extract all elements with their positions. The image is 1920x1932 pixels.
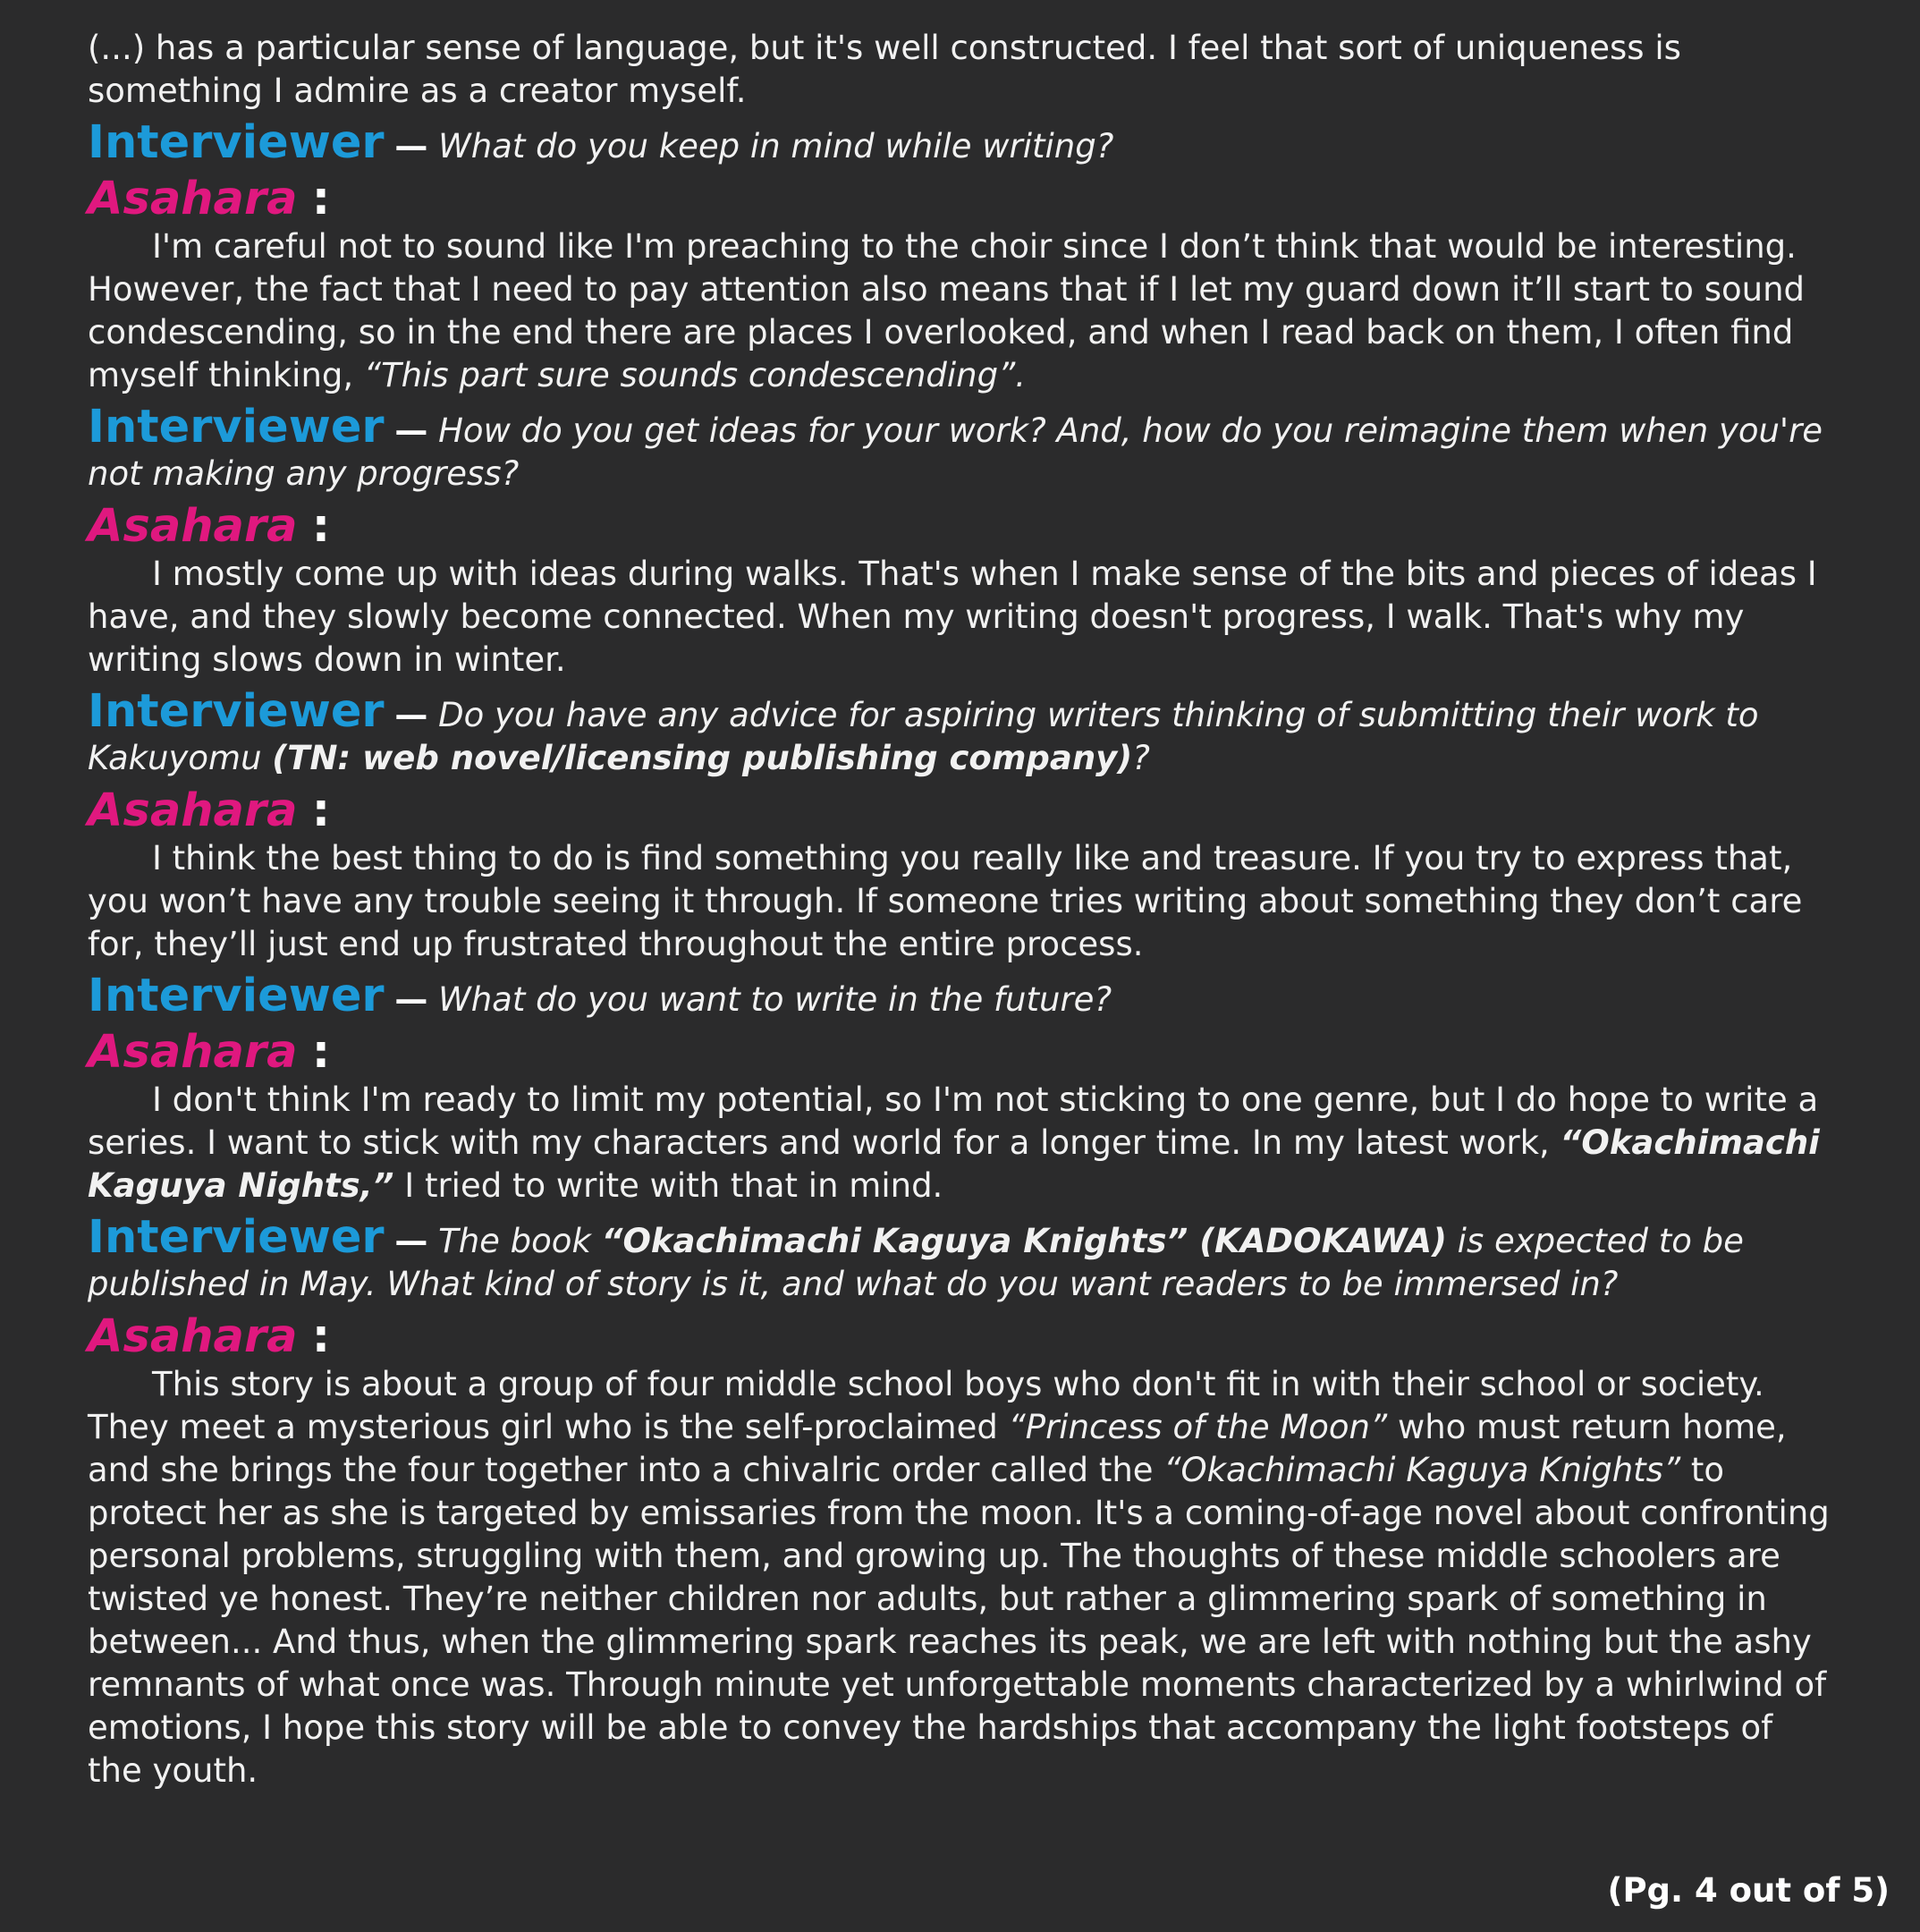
- question-text: Do you have any advice for aspiring writers thinking of submitting their work to Kakuyomu: [88, 696, 1759, 777]
- speaker-asahara: [88, 174, 1832, 225]
- question-text-end: ?: [1132, 739, 1150, 777]
- dash: —: [394, 980, 428, 1019]
- colon: :: [311, 500, 331, 553]
- colon: :: [311, 1026, 331, 1079]
- book-title: “Okachimachi Kaguya Nights,”: [88, 1123, 1820, 1205]
- asahara-label: Asahara: [88, 173, 298, 225]
- speaker-asahara: [88, 785, 1832, 837]
- answer-text: I don't think I'm ready to limit my potential, so I'm not sticking to one genre, but I do hope to write a series. I want to stick with my characters and world for a longer time. In my latest work,: [88, 1080, 1819, 1162]
- translator-note: (TN: web novel/licensing publishing company): [272, 739, 1133, 777]
- answer-3: I think the best thing to do is find something you really like and treasure. If you try to express that, you won’t have any trouble seeing it through. If someone tries writing about something they don’t care for, they’ll just end up frustrated throughout the entire process.: [88, 839, 1803, 963]
- answer-4: [88, 1079, 1832, 1208]
- question-text: How do you get ideas for your work? And, how do you reimagine them when you're not making any progress?: [88, 411, 1823, 493]
- question-1: [88, 116, 1832, 169]
- question-text: What do you keep in mind while writing?: [438, 127, 1114, 165]
- question-5: [88, 1211, 1832, 1306]
- asahara-label: Asahara: [88, 500, 298, 553]
- speaker-asahara: [88, 501, 1832, 553]
- dash: —: [394, 127, 428, 165]
- answer-5: [88, 1363, 1832, 1792]
- question-2: [88, 401, 1832, 496]
- asahara-label: Asahara: [88, 1310, 298, 1363]
- colon: :: [311, 784, 331, 837]
- dash: —: [394, 411, 428, 450]
- interviewer-label: Interviewer: [88, 970, 385, 1022]
- speaker-asahara: [88, 1311, 1832, 1363]
- dash: —: [394, 1222, 428, 1260]
- answer-text: to protect her as she is targeted by emissaries from the moon. It's a coming-of-age novel about confronting personal problems, struggling with them, and growing up. The thoughts of these middle schoolers are twisted ye honest. They’re neither children nor adults, but rather a glimmering spark of something in between... And thus, when the glimmering spark reaches its peak, we are left with nothing but the ashy remnants of what once was. Through minute yet unforgettable moments characterized by a whirlwind of emotions, I hope this story will be able to convey the hardships that accompany the light footsteps of the youth.: [88, 1451, 1830, 1790]
- answer-emphasis: “Okachimachi Kaguya Knights”: [1163, 1451, 1681, 1489]
- answer-emphasis: “This part sure sounds condescending”.: [363, 356, 1027, 394]
- interviewer-label: Interviewer: [88, 1211, 385, 1264]
- question-text: The book: [438, 1222, 602, 1260]
- page-number: (Pg. 4 out of 5): [1607, 1871, 1890, 1910]
- question-4: [88, 970, 1832, 1022]
- intro-paragraph: (...) has a particular sense of language, but it's well constructed. I feel that sort of uniqueness is something I admire as a creator myself.: [88, 29, 1681, 110]
- colon: :: [311, 173, 331, 225]
- interviewer-label: Interviewer: [88, 116, 385, 169]
- question-3: [88, 685, 1832, 780]
- colon: :: [311, 1310, 331, 1363]
- answer-1: [88, 225, 1832, 397]
- answer-2: I mostly come up with ideas during walks. That's when I make sense of the bits and pieces of ideas I have, and they slowly become connected. When my writing doesn't progress, I walk. That's why my writing slows down in winter.: [88, 555, 1817, 679]
- book-title: “Okachimachi Kaguya Knights” (KADOKAWA): [601, 1222, 1447, 1260]
- question-text-end: is expected to be published in May. What kind of story is it, and what do you want readers to be immersed in?: [88, 1222, 1744, 1303]
- asahara-label: Asahara: [88, 784, 298, 837]
- question-text: What do you want to write in the future?: [438, 980, 1112, 1019]
- interviewer-label: Interviewer: [88, 401, 385, 453]
- speaker-asahara: [88, 1027, 1832, 1079]
- answer-text: This story is about a group of four middle school boys who don't fit in with their school or society. They meet a mysterious girl who is the self-proclaimed: [88, 1365, 1764, 1446]
- dash: —: [394, 696, 428, 734]
- interviewer-label: Interviewer: [88, 685, 385, 738]
- answer-emphasis: “Princess of the Moon”: [1008, 1408, 1388, 1446]
- answer-text: I'm careful not to sound like I'm preaching to the choir since I don’t think that would be interesting. However, the fact that I need to pay attention also means that if I let my guard down it’ll start to sound condescending, so in the end there are places I overlooked, and when I read back on them, I often find myself thinking,: [88, 227, 1806, 394]
- asahara-label: Asahara: [88, 1026, 298, 1079]
- answer-text-end: I tried to write with that in mind.: [393, 1166, 943, 1205]
- answer-text: who must return home, and she brings the four together into a chivalric order called the: [88, 1408, 1787, 1489]
